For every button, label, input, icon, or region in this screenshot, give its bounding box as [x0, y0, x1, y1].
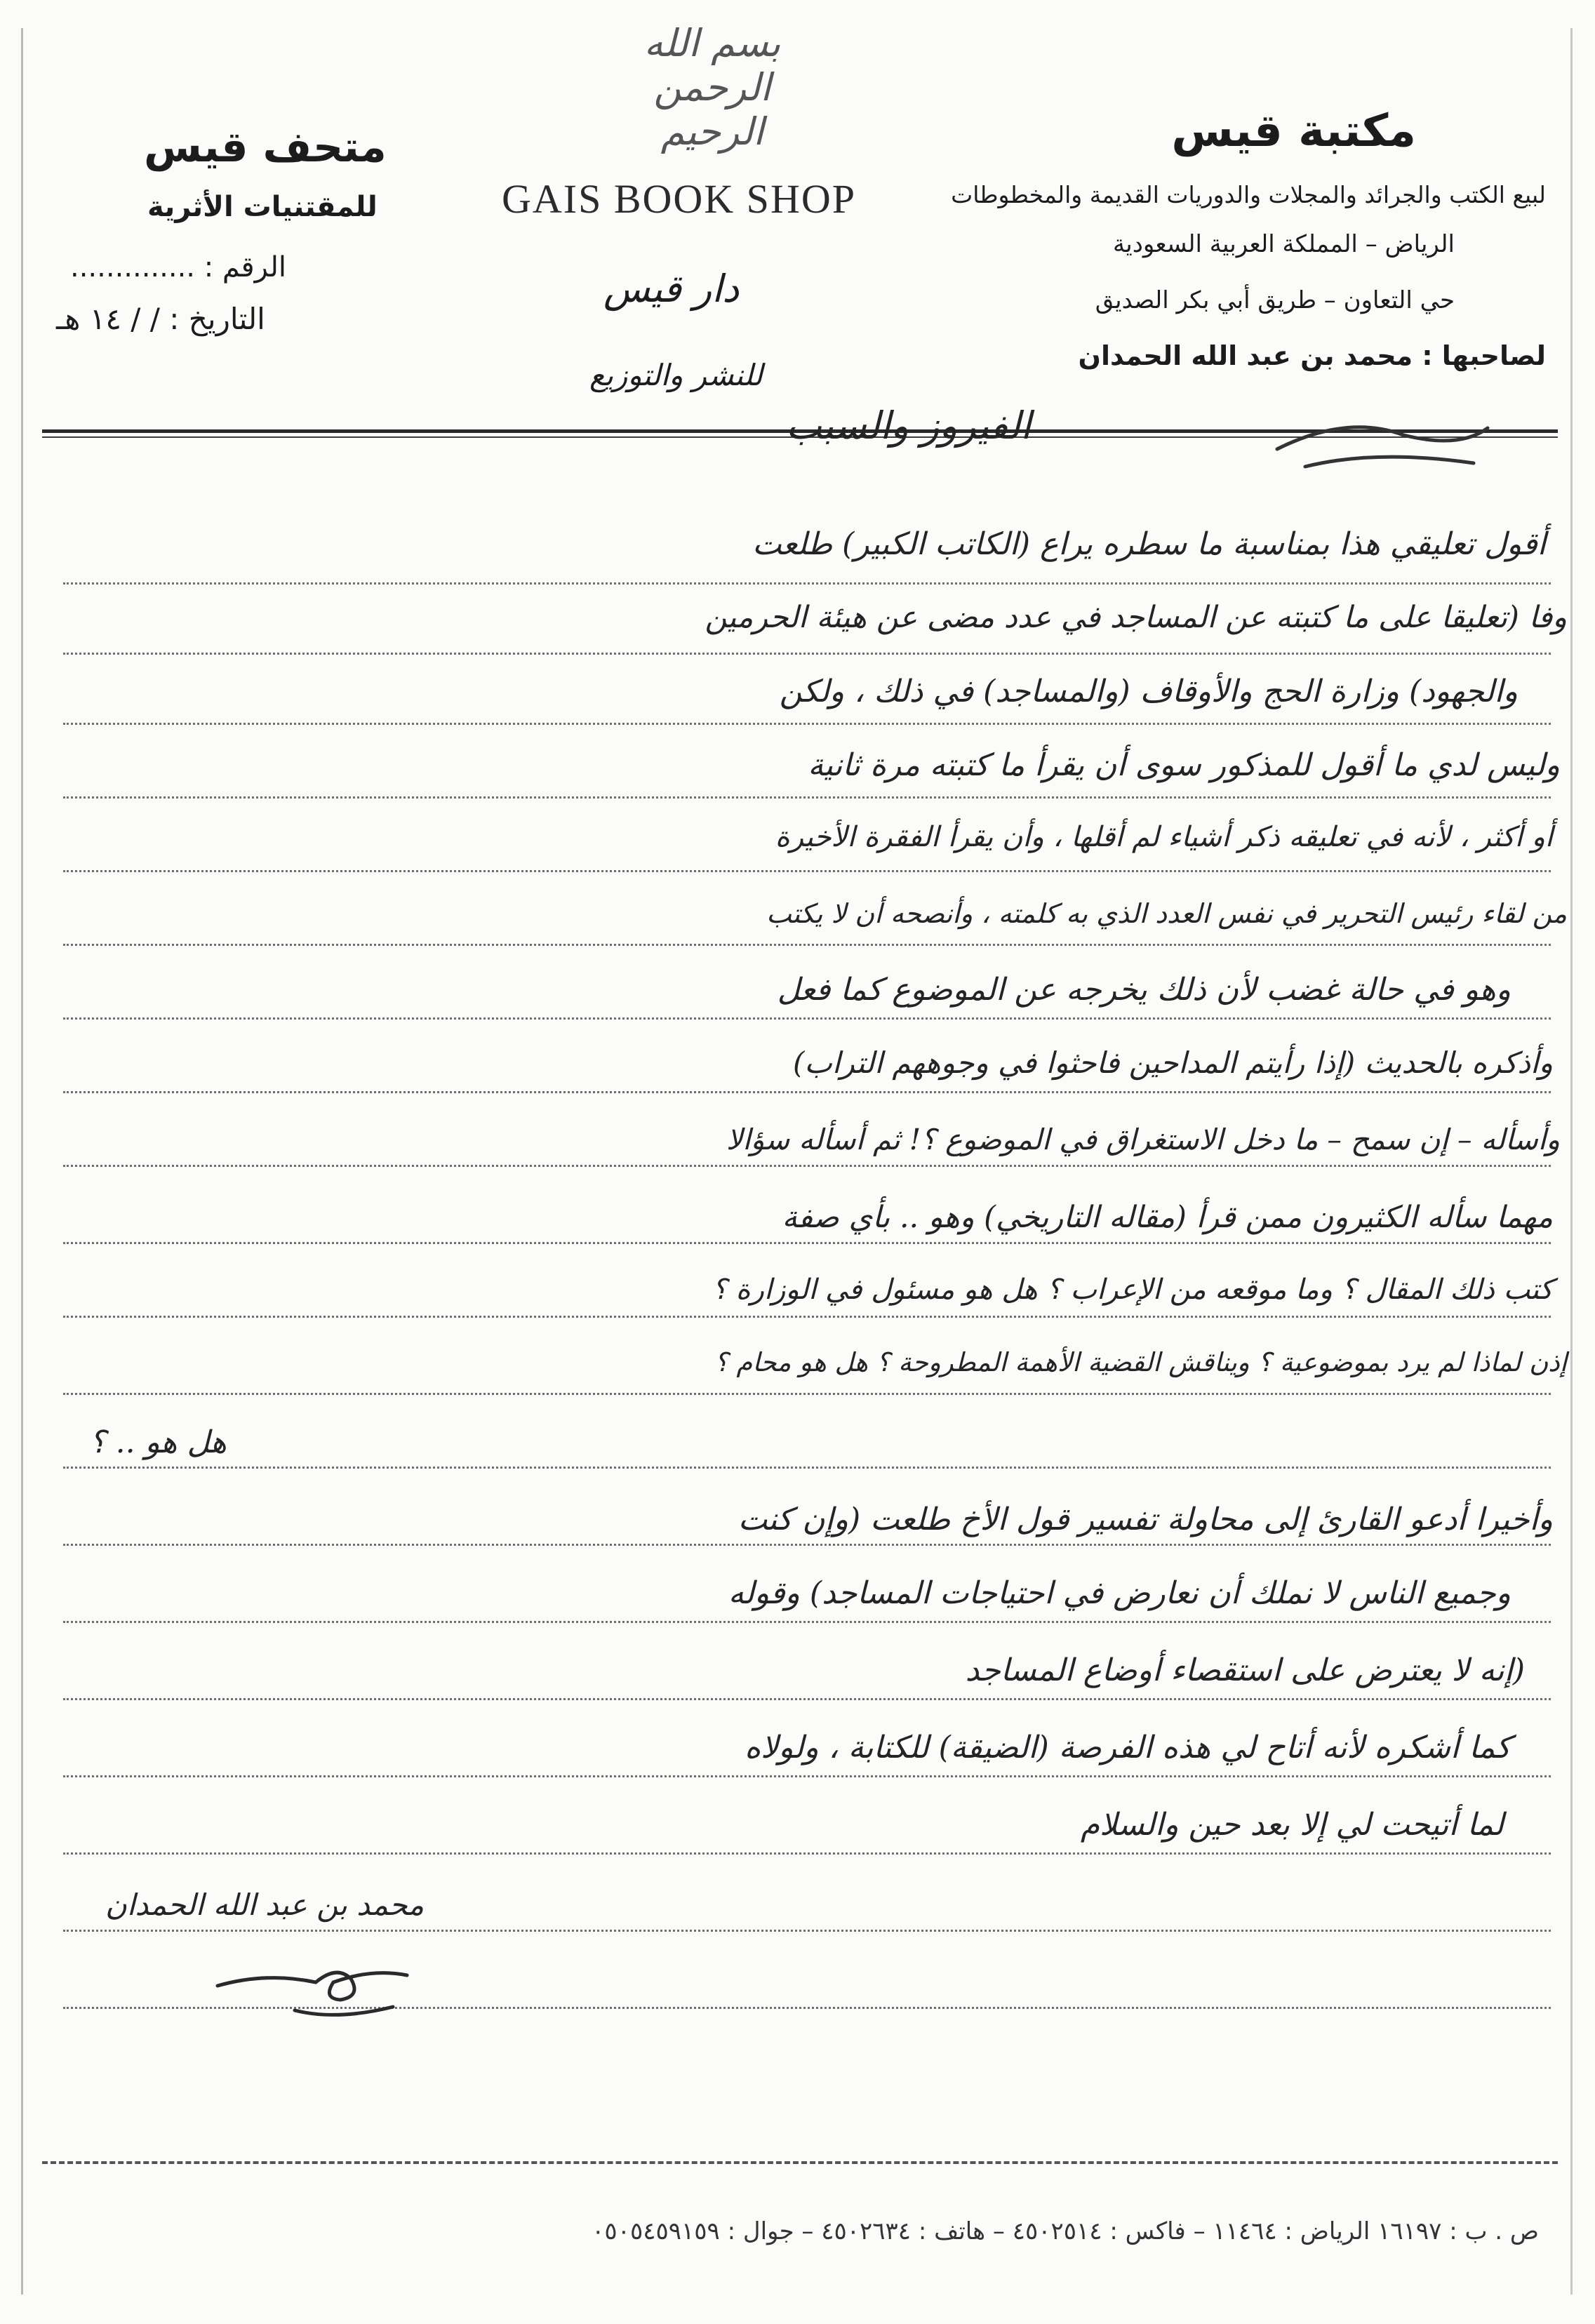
- letter-line: وفا (تعليقا على ما كتبته عن المساجد في عدد مضى عن هيئة الحرمين: [705, 600, 1567, 635]
- bookshop-district: حي التعاون – طريق أبي بكر الصديق: [1095, 286, 1455, 314]
- ruled-line: [63, 723, 1551, 725]
- signature-name: محمد بن عبد الله الحمدان: [105, 1888, 425, 1922]
- ruled-line: [63, 944, 1551, 946]
- ruled-line: [63, 1017, 1551, 1020]
- ruled-line: [63, 1698, 1551, 1700]
- ruled-line: [63, 1242, 1551, 1244]
- handwritten-signature: [211, 1944, 442, 2035]
- reference-number-field: الرقم : ..............: [70, 251, 287, 283]
- letter-line: وهو في حالة غضب لأن ذلك يخرجه عن الموضوع كما فعل: [777, 972, 1511, 1008]
- heading-scribble: [1263, 407, 1502, 484]
- dar-qais-logo-text: دار قيس: [603, 267, 740, 311]
- letter-line: كما أشكره لأنه أتاح لي هذه الفرصة (الضيقة) للكتابة ، ولولاه: [745, 1730, 1511, 1765]
- letter-line: (إنه لا يعترض على استقصاء أوضاع المساجد: [965, 1652, 1525, 1688]
- ruled-line: [63, 796, 1551, 799]
- ruled-line: [63, 1852, 1551, 1855]
- publishing-tagline: للنشر والتوزيع: [589, 358, 763, 392]
- bookshop-city: الرياض – المملكة العربية السعودية: [1113, 230, 1455, 258]
- letter-line: من لقاء رئيس التحرير في نفس العدد الذي به كلمته ، وأنصحه أن لا يكتب: [766, 898, 1567, 929]
- bookshop-name-arabic: مكتبة قيس: [1171, 105, 1416, 157]
- letter-line: لما أتيحت لي إلا بعد حين والسلام: [1080, 1807, 1504, 1843]
- museum-subtitle: للمقتنيات الأثرية: [147, 191, 378, 223]
- bookshop-description: لبيع الكتب والجرائد والمجلات والدوريات القديمة والمخطوطات: [951, 181, 1546, 208]
- ruled-line: [63, 1467, 1551, 1469]
- letter-line: مهما سأله الكثيرون ممن قرأ (مقاله التاريخي) وهو .. بأي صفة: [782, 1200, 1553, 1235]
- museum-name: متحف قيس: [144, 123, 387, 172]
- letter-line: هل هو .. ؟: [89, 1424, 227, 1460]
- letter-line: وأخيرا أدعو القارئ إلى محاولة تفسير قول الأخ طلعت (وإن كنت: [738, 1502, 1553, 1537]
- ruled-line: [63, 653, 1551, 655]
- letter-line: وأذكره بالحديث (إذا رأيتم المداحين فاحثوا في وجوههم التراب): [792, 1046, 1553, 1080]
- letter-line: أقول تعليقي هذا بمناسبة ما سطره يراع (الكاتب الكبير) طلعت: [752, 526, 1546, 562]
- ruled-line: [63, 1393, 1551, 1395]
- letter-line: إذن لماذا لم يرد بموضوعية ؟ ويناقش القضية الأهمة المطروحة ؟ هل هو محام ؟: [714, 1347, 1567, 1377]
- letter-line: وليس لدي ما أقول للمذكور سوى أن يقرأ ما كتبته مرة ثانية: [808, 747, 1560, 783]
- ruled-line: [63, 1621, 1551, 1623]
- bismillah-calligraphy: بسم الله الرحمن الرحيم: [643, 21, 781, 154]
- bookshop-name-english: GAIS BOOK SHOP: [502, 176, 856, 222]
- ruled-line: [63, 870, 1551, 872]
- ruled-line: [63, 1544, 1551, 1546]
- bookshop-owner: لصاحبها : محمد بن عبد الله الحمدان: [1078, 340, 1546, 371]
- ruled-line: [63, 1165, 1551, 1167]
- ruled-line: [63, 1775, 1551, 1777]
- letter-line: كتب ذلك المقال ؟ وما موقعه من الإعراب ؟ هل هو مسئول في الوزارة ؟: [712, 1274, 1553, 1306]
- ruled-line: [63, 1930, 1551, 1932]
- ruled-line: [63, 582, 1551, 585]
- date-field: التاريخ : / / ١٤ هـ: [56, 302, 265, 336]
- ruled-line: [63, 1316, 1551, 1318]
- letter-line: أو أكثر ، لأنه في تعليقه ذكر أشياء لم أقلها ، وأن يقرأ الفقرة الأخيرة: [775, 821, 1553, 853]
- footer-divider: [42, 2161, 1558, 2164]
- letter-heading: الفيروز والسبب: [786, 403, 1032, 448]
- footer-contact-info: ص . ب : ١٦١٩٧ الرياض : ١١٤٦٤ – فاكس : ٤٥٠٢٥١٤ – هاتف : ٤٥٠٢٦٣٤ – جوال : ٠٥٠٥٤٥٩١٥٩: [592, 2217, 1539, 2245]
- ruled-line: [63, 1091, 1551, 1093]
- letter-line: وجميع الناس لا نملك أن نعارض في احتياجات المساجد) وقوله: [728, 1575, 1511, 1611]
- letter-line: وأسأله – إن سمح – ما دخل الاستغراق في الموضوع ؟! ثم أسأله سؤالا: [726, 1123, 1560, 1156]
- letter-line: والجهود) وزارة الحج والأوقاف (والمساجد) في ذلك ، ولكن: [779, 674, 1518, 709]
